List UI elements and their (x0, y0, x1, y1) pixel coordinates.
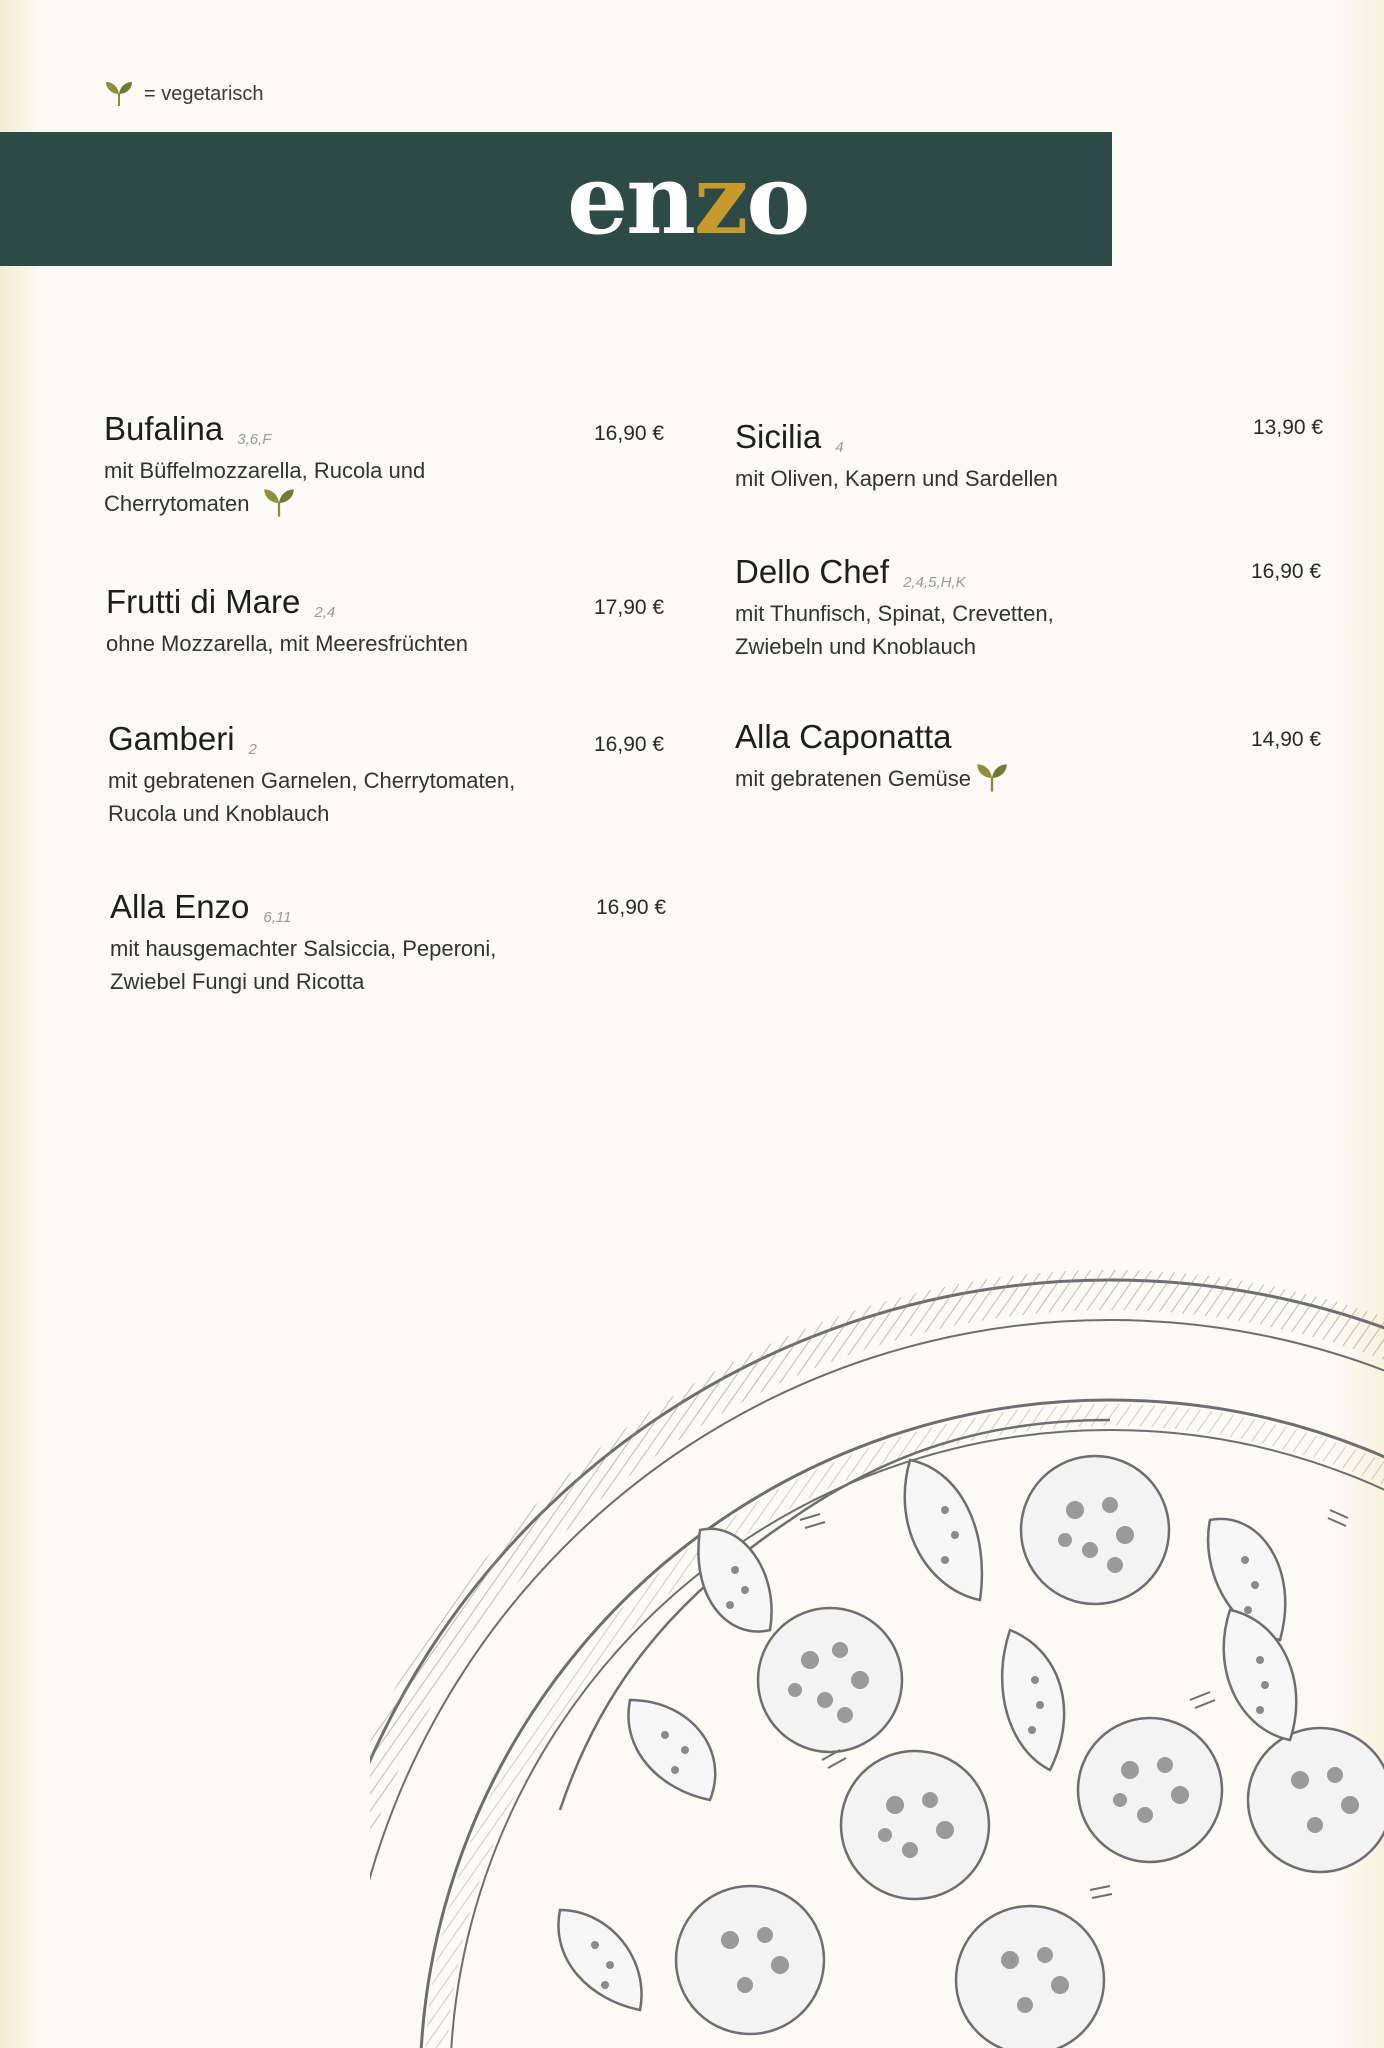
leaf-icon (975, 762, 1009, 794)
menu-item-frutti-di-mare (106, 583, 468, 660)
item-price: 16,90 € (596, 896, 667, 919)
item-price: 17,90 € (594, 596, 665, 619)
item-price: 14,90 € (1251, 728, 1322, 751)
item-price: 13,90 € (1253, 416, 1324, 439)
legend-label: = vegetarisch (144, 82, 264, 105)
header-banner (0, 132, 1112, 266)
menu-item-bufalina (104, 410, 425, 520)
item-allergens: 2,4,5,H,K (903, 574, 966, 591)
item-description: mit gebratenen Gemüse (735, 762, 1009, 795)
item-name: Frutti di Mare (106, 583, 301, 620)
item-name: Alla Enzo (110, 888, 250, 925)
item-name: Dello Chef (735, 553, 890, 590)
item-name: Sicilia (735, 418, 822, 455)
item-price: 16,90 € (594, 422, 665, 445)
menu-item-gamberi (108, 720, 515, 830)
item-description: ohne Mozzarella, mit Meeresfrüchten (106, 631, 468, 656)
item-name: Bufalina (104, 410, 224, 447)
leaf-icon (104, 80, 134, 108)
item-allergens: 2 (248, 741, 257, 758)
item-allergens: 4 (835, 439, 844, 456)
item-name: Alla Caponatta (735, 718, 952, 755)
restaurant-logo: enzo (567, 143, 809, 256)
item-allergens: 6,11 (263, 909, 292, 926)
menu-item-alla-caponatta (735, 718, 1009, 795)
item-price: 16,90 € (1251, 560, 1322, 583)
item-description: mit Oliven, Kapern und Sardellen (735, 466, 1058, 491)
item-description: mit hausgemachter Salsiccia, Peperoni, Zwiebel Fungi und Ricotta (110, 936, 497, 994)
item-description: mit Thunfisch, Spinat, Crevetten, Zwiebeln und Knoblauch (735, 601, 1054, 659)
menu-item-dello-chef (735, 553, 1054, 663)
item-allergens: 3,6,F (237, 431, 272, 448)
item-description: mit Büffelmozzarella, Rucola und Cherrytomaten (104, 454, 425, 520)
menu-item-alla-enzo (110, 888, 496, 998)
pizza-illustration-icon (370, 1270, 1384, 2048)
leaf-icon (262, 487, 296, 519)
item-name: Gamberi (108, 720, 235, 757)
item-price: 16,90 € (594, 733, 665, 756)
vegetarian-legend (104, 80, 264, 108)
item-description: mit gebratenen Garnelen, Cherrytomaten, Rucola und Knoblauch (108, 768, 516, 826)
item-allergens: 2,4 (314, 604, 336, 621)
menu-item-sicilia (735, 418, 1058, 495)
